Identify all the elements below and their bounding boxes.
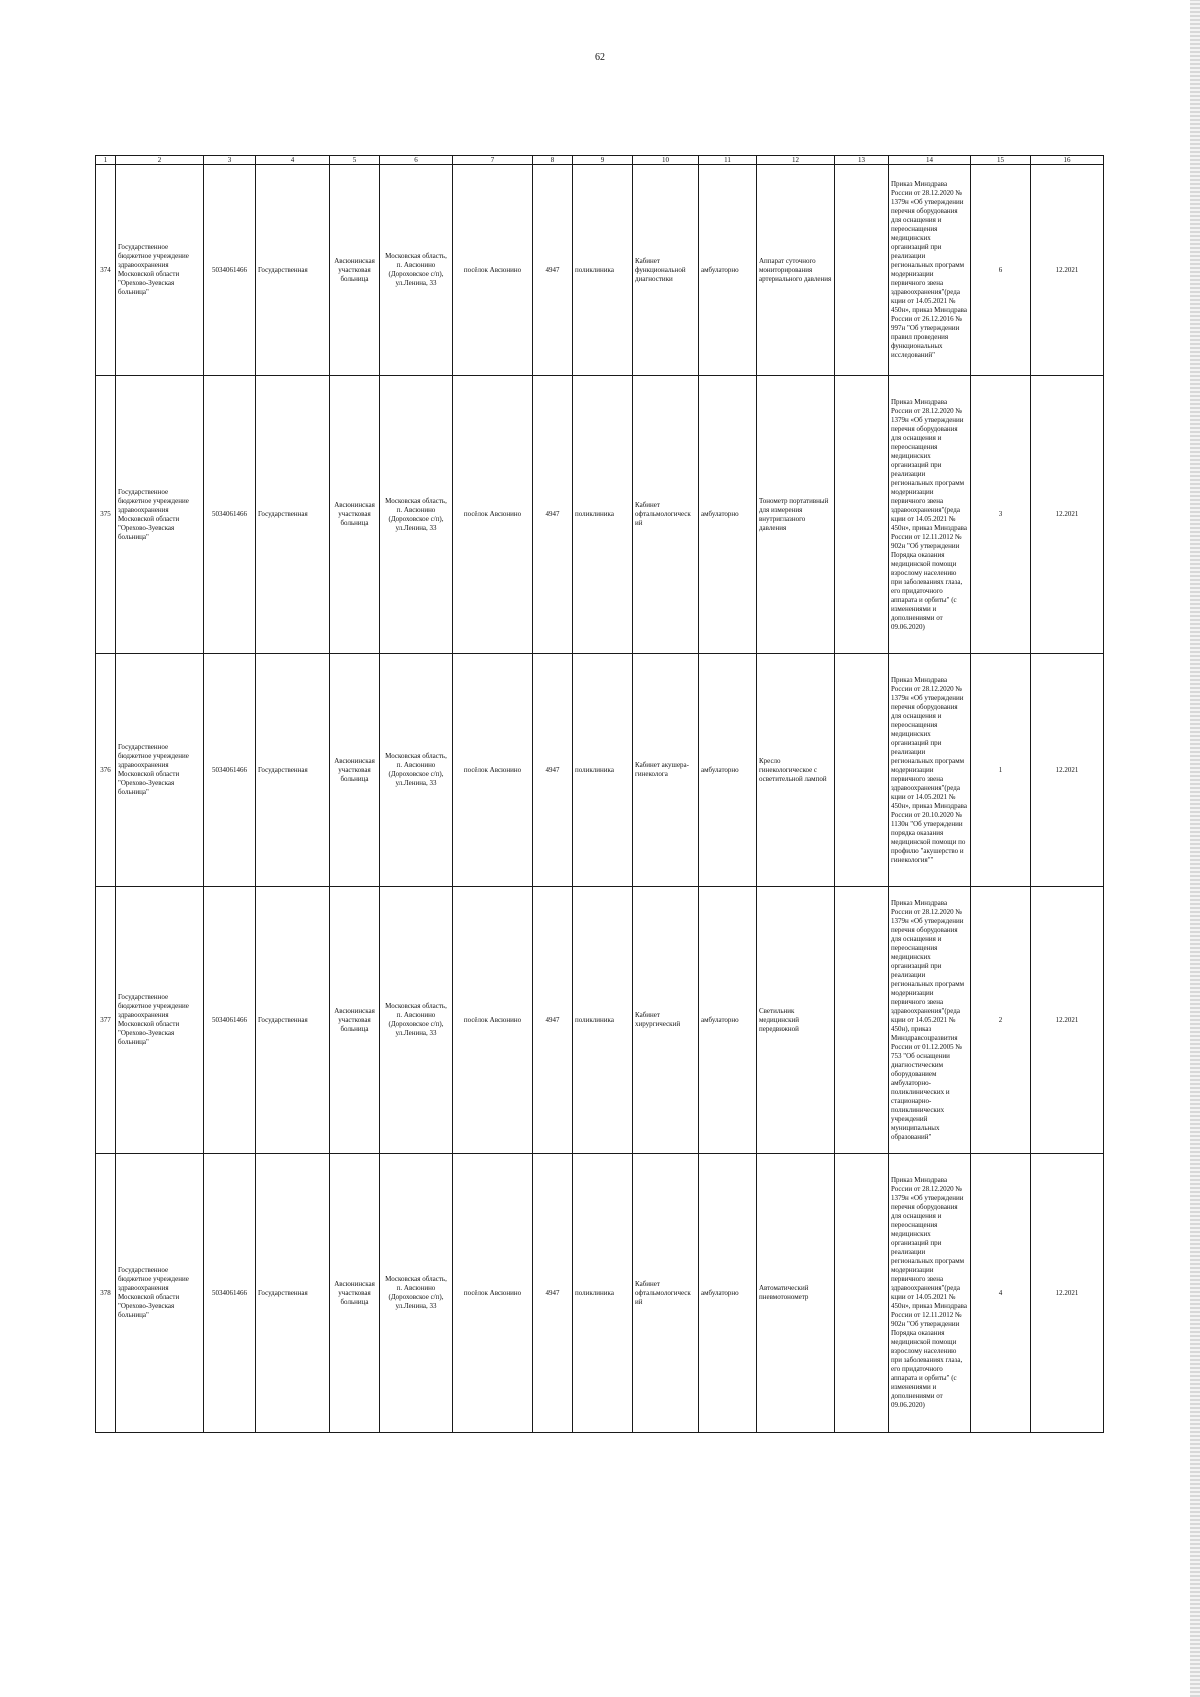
care-conditions: амбулаторно bbox=[699, 376, 757, 654]
quantity: 4 bbox=[971, 1154, 1031, 1433]
unit-type: поликлиника bbox=[573, 165, 633, 376]
scan-edge-strip bbox=[1190, 0, 1200, 1697]
quantity: 1 bbox=[971, 654, 1031, 887]
quantity: 6 bbox=[971, 165, 1031, 376]
quantity: 2 bbox=[971, 887, 1031, 1154]
facility-address: Московская область, п. Авсюнино (Дороховское с/п), ул.Ленина, 33 bbox=[380, 1154, 453, 1433]
legal-basis: Приказ Минздрава России от 28.12.2020 № 1379н «Об утверждении перечня оборудования для оснащения и переоснащения медицинских организаций при реализации региональных программ модернизации первичного звена здравоохранения"(реда кции от 14.05.2021 № 450н», приказ Минздрава России от 12.11.2012 № 902н "Об утверждении Порядка оказания медицинской помощи взрослому населению при заболеваниях глаза, его придаточного аппарата и орбиты" (с изменениями и дополнениями от 09.06.2020) bbox=[889, 376, 971, 654]
room-name: Кабинет офтальмологическ ий bbox=[633, 1154, 699, 1433]
column-13-value bbox=[835, 654, 889, 887]
quantity: 3 bbox=[971, 376, 1031, 654]
delivery-date: 12.2021 bbox=[1031, 887, 1104, 1154]
settlement: посёлок Авсюнино bbox=[453, 165, 533, 376]
population: 4947 bbox=[533, 654, 573, 887]
row-number: 374 bbox=[96, 165, 116, 376]
equipment-name: Светильник медицинский передвижной bbox=[757, 887, 835, 1154]
legal-basis: Приказ Минздрава России от 28.12.2020 № 1379н «Об утверждении перечня оборудования для оснащения и переоснащения медицинских организаций при реализации региональных программ модернизации первичного звена здравоохранения"(реда кции от 14.05.2021 № 450н», приказ Минздрава России от 12.11.2012 № 902н "Об утверждении Порядка оказания медицинской помощи взрослому населению при заболеваниях глаза, его придаточного аппарата и орбиты" (с изменениями и дополнениями от 09.06.2020) bbox=[889, 1154, 971, 1433]
column-13-value bbox=[835, 376, 889, 654]
column-header: 6 bbox=[380, 156, 453, 165]
equipment-name: Кресло гинекологическое с осветительной лампой bbox=[757, 654, 835, 887]
delivery-date: 12.2021 bbox=[1031, 654, 1104, 887]
table-row bbox=[96, 376, 1104, 654]
column-header: 14 bbox=[889, 156, 971, 165]
column-number-row bbox=[96, 156, 1104, 165]
equipment-name: Автоматический пневмотонометр bbox=[757, 1154, 835, 1433]
delivery-date: 12.2021 bbox=[1031, 165, 1104, 376]
table-row bbox=[96, 1154, 1104, 1433]
population: 4947 bbox=[533, 887, 573, 1154]
inn: 5034061466 bbox=[204, 887, 256, 1154]
column-header: 9 bbox=[573, 156, 633, 165]
column-13-value bbox=[835, 1154, 889, 1433]
organization-name: Государственное бюджетное учреждение здравоохранения Московской области "Орехово-Зуевская больница" bbox=[116, 376, 204, 654]
facility-name: Авсюнинская участковая больница bbox=[330, 1154, 380, 1433]
population: 4947 bbox=[533, 1154, 573, 1433]
organization-name: Государственное бюджетное учреждение здравоохранения Московской области "Орехово-Зуевская больница" bbox=[116, 165, 204, 376]
table-row bbox=[96, 165, 1104, 376]
ownership-form: Государственная bbox=[256, 887, 330, 1154]
table-row bbox=[96, 887, 1104, 1154]
care-conditions: амбулаторно bbox=[699, 887, 757, 1154]
organization-name: Государственное бюджетное учреждение здравоохранения Московской области "Орехово-Зуевская больница" bbox=[116, 1154, 204, 1433]
column-header: 7 bbox=[453, 156, 533, 165]
row-number: 375 bbox=[96, 376, 116, 654]
room-name: Кабинет функциональной диагностики bbox=[633, 165, 699, 376]
population: 4947 bbox=[533, 165, 573, 376]
unit-type: поликлиника bbox=[573, 654, 633, 887]
column-header: 3 bbox=[204, 156, 256, 165]
column-13-value bbox=[835, 887, 889, 1154]
settlement: посёлок Авсюнино bbox=[453, 654, 533, 887]
column-header: 16 bbox=[1031, 156, 1104, 165]
inn: 5034061466 bbox=[204, 1154, 256, 1433]
column-header: 11 bbox=[699, 156, 757, 165]
legal-basis: Приказ Минздрава России от 28.12.2020 № 1379н «Об утверждении перечня оборудования для оснащения и переоснащения медицинских организаций при реализации региональных программ модернизации первичного звена здравоохранения"(реда кции от 14.05.2021 № 450н», приказ Минздрава России от 26.12.2016 № 997н "Об утверждении правил проведения функциональных исследований" bbox=[889, 165, 971, 376]
equipment-name: Аппарат суточного мониторирования артериального давления bbox=[757, 165, 835, 376]
settlement: посёлок Авсюнино bbox=[453, 376, 533, 654]
row-number: 376 bbox=[96, 654, 116, 887]
column-header: 1 bbox=[96, 156, 116, 165]
room-name: Кабинет офтальмологическ ий bbox=[633, 376, 699, 654]
ownership-form: Государственная bbox=[256, 1154, 330, 1433]
column-header: 15 bbox=[971, 156, 1031, 165]
ownership-form: Государственная bbox=[256, 376, 330, 654]
room-name: Кабинет хирургический bbox=[633, 887, 699, 1154]
delivery-date: 12.2021 bbox=[1031, 376, 1104, 654]
column-13-value bbox=[835, 165, 889, 376]
legal-basis: Приказ Минздрава России от 28.12.2020 № 1379н «Об утверждении перечня оборудования для оснащения и переоснащения медицинских организаций при реализации региональных программ модернизации первичного звена здравоохранения"(реда кции от 14.05.2021 № 450н), приказ Минздравсоцразвития России от 01.12.2005 № 753 "Об оснащении диагностическим оборудованием амбулаторно-поликлинических и стационарно-поликлинических учреждений муниципальных образований" bbox=[889, 887, 971, 1154]
delivery-date: 12.2021 bbox=[1031, 1154, 1104, 1433]
care-conditions: амбулаторно bbox=[699, 165, 757, 376]
inn: 5034061466 bbox=[204, 654, 256, 887]
facility-address: Московская область, п. Авсюнино (Дороховское с/п), ул.Ленина, 33 bbox=[380, 654, 453, 887]
legal-basis: Приказ Минздрава России от 28.12.2020 № 1379н «Об утверждении перечня оборудования для оснащения и переоснащения медицинских организаций при реализации региональных программ модернизации первичного звена здравоохранения"(реда кции от 14.05.2021 № 450н», приказ Минздрава России от 20.10.2020 № 1130н "Об утверждении порядка оказания медицинской помощи по профилю "акушерство и гинекология"" bbox=[889, 654, 971, 887]
facility-address: Московская область, п. Авсюнино (Дороховское с/п), ул.Ленина, 33 bbox=[380, 887, 453, 1154]
column-header: 13 bbox=[835, 156, 889, 165]
room-name: Кабинет акушера-гинеколога bbox=[633, 654, 699, 887]
row-number: 377 bbox=[96, 887, 116, 1154]
ownership-form: Государственная bbox=[256, 654, 330, 887]
inn: 5034061466 bbox=[204, 376, 256, 654]
page-number: 62 bbox=[595, 52, 605, 63]
inn: 5034061466 bbox=[204, 165, 256, 376]
facility-name: Авсюнинская участковая больница bbox=[330, 165, 380, 376]
facility-name: Авсюнинская участковая больница bbox=[330, 887, 380, 1154]
column-header: 10 bbox=[633, 156, 699, 165]
column-header: 12 bbox=[757, 156, 835, 165]
facility-address: Московская область, п. Авсюнино (Дороховское с/п), ул.Ленина, 33 bbox=[380, 376, 453, 654]
organization-name: Государственное бюджетное учреждение здравоохранения Московской области "Орехово-Зуевская больница" bbox=[116, 654, 204, 887]
settlement: посёлок Авсюнино bbox=[453, 1154, 533, 1433]
column-header: 2 bbox=[116, 156, 204, 165]
row-number: 378 bbox=[96, 1154, 116, 1433]
population: 4947 bbox=[533, 376, 573, 654]
care-conditions: амбулаторно bbox=[699, 654, 757, 887]
table-row bbox=[96, 654, 1104, 887]
unit-type: поликлиника bbox=[573, 887, 633, 1154]
equipment-name: Тонометр портативный для измерения внутриглазного давления bbox=[757, 376, 835, 654]
column-header: 4 bbox=[256, 156, 330, 165]
column-header: 8 bbox=[533, 156, 573, 165]
settlement: посёлок Авсюнино bbox=[453, 887, 533, 1154]
organization-name: Государственное бюджетное учреждение здравоохранения Московской области "Орехово-Зуевская больница" bbox=[116, 887, 204, 1154]
equipment-register-table bbox=[95, 155, 1104, 1433]
ownership-form: Государственная bbox=[256, 165, 330, 376]
unit-type: поликлиника bbox=[573, 376, 633, 654]
column-header: 5 bbox=[330, 156, 380, 165]
facility-name: Авсюнинская участковая больница bbox=[330, 654, 380, 887]
facility-name: Авсюнинская участковая больница bbox=[330, 376, 380, 654]
care-conditions: амбулаторно bbox=[699, 1154, 757, 1433]
unit-type: поликлиника bbox=[573, 1154, 633, 1433]
facility-address: Московская область, п. Авсюнино (Дороховское с/п), ул.Ленина, 33 bbox=[380, 165, 453, 376]
